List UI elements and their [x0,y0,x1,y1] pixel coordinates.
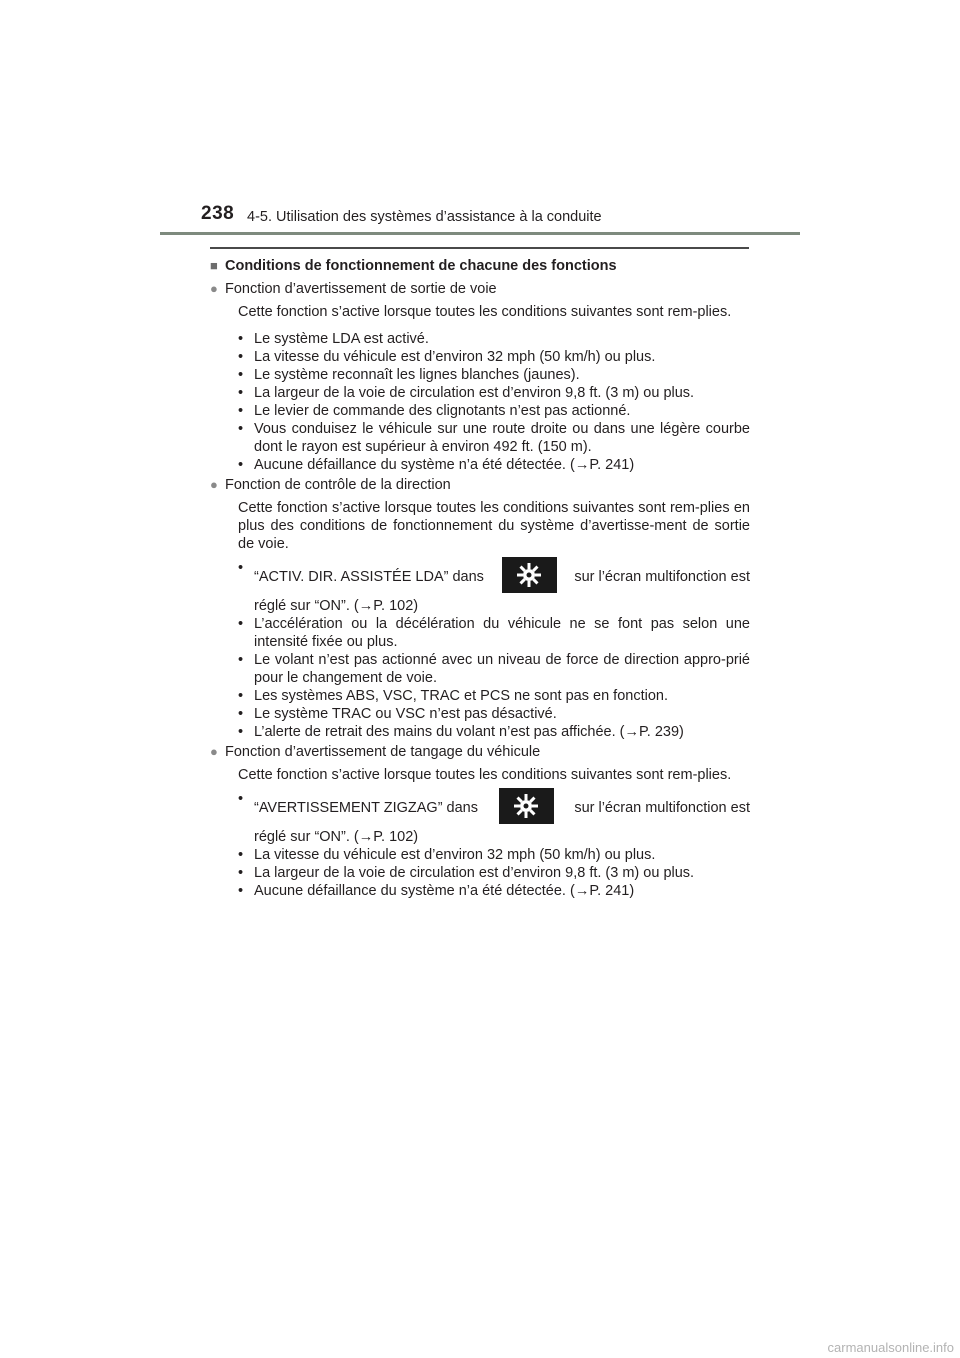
bullet-text: “ACTIV. DIR. ASSISTÉE LDA” dans [254,569,484,585]
sway-warning-more [238,846,750,900]
list-item [238,651,750,687]
bullet-dot: • [238,457,244,473]
steering-control-heading [210,476,750,494]
list-item [238,723,750,741]
page-header [0,0,960,240]
bullet-dot: • [238,421,244,437]
bullet-dot: • [238,616,244,632]
steering-control-more [238,615,750,741]
circle-marker-icon: ● [210,281,218,296]
bullet-dot: • [238,331,244,347]
bullet-dot: • [238,385,244,401]
bullet-text: Le système LDA est activé. [254,331,429,347]
square-marker-icon: ■ [210,258,218,273]
bullet-text: Vous conduisez le véhicule sur une route droite ou dans une légère courbe dont le rayon est supérieur à environ 492 ft. (150 m). [254,421,750,455]
bullet-dot: • [238,652,244,668]
bullet-dot: • [238,865,244,881]
bullet-text: Le levier de commande des clignotants n’est pas actionné. [254,403,631,419]
bullet-dot: • [238,791,244,807]
sway-warning-intro: Cette fonction s’active lorsque toutes les conditions suivantes sont rem-plies. [238,767,732,783]
list-item [238,864,750,882]
lda-warning-intro: Cette fonction s’active lorsque toutes les conditions suivantes sont rem-plies. [238,304,732,320]
gear-icon [512,792,540,820]
steering-control-heading-text: Fonction de contrôle de la direction [225,477,451,493]
bullet-text: réglé sur “ON”. (→P. 102) [254,829,419,845]
settings-screen-icon [502,557,557,593]
lda-warning-heading [210,280,750,298]
section-heading-text: Conditions de fonctionnement de chacune des fonctions [225,258,617,274]
bullet-text: La vitesse du véhicule est d’environ 32 mph (50 km/h) ou plus. [254,847,656,863]
list-item [238,790,750,846]
list-item [238,456,750,474]
list-item [238,384,750,402]
bullet-text: Le système TRAC ou VSC n’est pas désactivé. [254,706,557,722]
list-item [238,420,750,456]
settings-screen-icon [499,788,554,824]
bullet-dot: • [238,706,244,722]
bullet-text: Aucune défaillance du système n’a été détectée. (→P. 241) [254,883,635,899]
bullet-text: sur l’écran multifonction est [574,800,750,816]
list-item [238,348,750,366]
steering-control-intro: Cette fonction s’active lorsque toutes les conditions suivantes sont rem-plies en plus des conditions de fonctionnement du système d’avertisse-ment de sortie de voie. [238,500,750,552]
section-heading [210,257,750,275]
bullet-dot: • [238,688,244,704]
list-item [238,402,750,420]
sway-warning-heading [210,743,750,761]
section-rule [210,247,749,249]
bullet-dot: • [238,883,244,899]
watermark: carmanualsonline.info [827,1340,954,1355]
steering-control-conditions [238,559,750,741]
chapter-title: 4-5. Utilisation des systèmes d’assistance à la conduite [247,209,602,225]
bullet-text: Les systèmes ABS, VSC, TRAC et PCS ne sont pas en fonction. [254,688,668,704]
bullet-dot: • [238,847,244,863]
bullet-dot: • [238,349,244,365]
bullet-dot: • [238,403,244,419]
bullet-text: “AVERTISSEMENT ZIGZAG” dans [254,800,478,816]
lda-warning-conditions [238,330,750,474]
header-rule [160,232,800,235]
circle-marker-icon: ● [210,744,218,759]
bullet-text: L’accélération ou la décélération du véhicule ne se font pas selon une intensité fixée ou plus. [254,616,750,650]
bullet-text: La largeur de la voie de circulation est d’environ 9,8 ft. (3 m) ou plus. [254,385,695,401]
list-item [238,615,750,651]
bullet-text: réglé sur “ON”. (→P. 102) [254,598,419,614]
bullet-text: Le volant n’est pas actionné avec un niveau de force de direction appro-prié pour le changement de voie. [254,652,750,686]
list-item [238,330,750,348]
page-content [210,254,750,900]
circle-marker-icon: ● [210,477,218,492]
bullet-dot: • [238,724,244,740]
gear-icon [515,561,543,589]
bullet-text: Aucune défaillance du système n’a été détectée. (→P. 241) [254,457,635,473]
bullet-text: L’alerte de retrait des mains du volant n’est pas affichée. (→P. 239) [254,724,684,740]
bullet-text: La vitesse du véhicule est d’environ 32 mph (50 km/h) ou plus. [254,349,656,365]
list-item [238,846,750,864]
bullet-dot: • [238,560,244,576]
page-number: 238 [201,203,235,224]
sway-warning-heading-text: Fonction d’avertissement de tangage du véhicule [225,744,541,760]
bullet-text: La largeur de la voie de circulation est d’environ 9,8 ft. (3 m) ou plus. [254,865,695,881]
lda-warning-heading-text: Fonction d’avertissement de sortie de voie [225,281,497,297]
bullet-text: sur l’écran multifonction est [574,569,750,585]
bullet-text: Le système reconnaît les lignes blanches (jaunes). [254,367,580,383]
list-item [238,687,750,705]
list-item [238,705,750,723]
bullet-dot: • [238,367,244,383]
list-item [238,366,750,384]
sway-warning-conditions [238,790,750,900]
list-item [238,882,750,900]
list-item [238,559,750,615]
